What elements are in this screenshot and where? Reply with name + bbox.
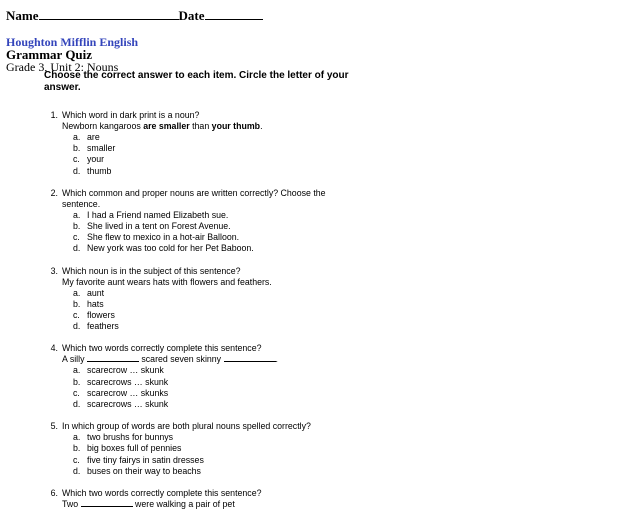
option-text: New york was too cold for her Pet Baboon. — [87, 243, 254, 254]
fill-in-blank — [87, 354, 139, 362]
answer-option[interactable] — [73, 299, 360, 310]
option-text: your — [87, 154, 105, 165]
answer-options — [62, 210, 360, 255]
answer-option[interactable] — [73, 154, 360, 165]
quiz-title: Grammar Quiz — [6, 47, 93, 62]
question-text: Which two words correctly complete this sentence? — [62, 343, 262, 354]
question-sentence — [62, 499, 360, 510]
answer-option[interactable] — [73, 210, 360, 221]
option-letter: b. — [73, 443, 81, 454]
question-list — [40, 110, 360, 521]
question-3 — [40, 266, 360, 333]
sentence-part: than — [189, 121, 212, 131]
answer-option[interactable] — [73, 455, 360, 466]
question-number: 4. — [50, 343, 58, 354]
option-text: I had a Friend named Elizabeth sue. — [87, 209, 229, 220]
worksheet-header — [6, 8, 263, 74]
answer-option[interactable] — [73, 443, 360, 454]
answer-option[interactable] — [73, 321, 360, 332]
name-blank[interactable] — [39, 9, 179, 20]
sentence-part: Two — [62, 499, 81, 510]
option-text: flowers — [87, 310, 115, 321]
question-number: 5. — [50, 421, 58, 432]
sentence-bold-part: your thumb — [211, 121, 261, 131]
option-letter: d. — [73, 165, 81, 176]
answer-option[interactable] — [73, 143, 360, 154]
option-letter: a. — [73, 132, 81, 142]
answer-options — [62, 132, 360, 177]
option-text: five tiny fairys in satin dresses — [87, 454, 204, 465]
grade-unit: Grade 3, Unit 2: Nouns — [6, 60, 119, 74]
date-label: Date — [178, 8, 205, 23]
option-letter: b. — [73, 221, 81, 232]
answer-options — [62, 432, 360, 477]
option-text: scarecrows … skunk — [87, 376, 169, 387]
option-text: big boxes full of pennies — [87, 443, 182, 454]
answer-option[interactable] — [73, 399, 360, 410]
question-6 — [40, 488, 360, 510]
question-text: Which common and proper nouns are written correctly? Choose the sentence. — [62, 187, 326, 209]
question-text: Which two words correctly complete this sentence? — [62, 488, 262, 499]
option-text: feathers — [87, 321, 119, 332]
option-text: thumb — [87, 165, 112, 176]
answer-options — [62, 288, 360, 333]
name-date-line — [6, 8, 263, 24]
question-2 — [40, 188, 360, 255]
publisher-title: Houghton Mifflin English — [6, 35, 139, 49]
option-letter: c. — [73, 232, 80, 243]
option-letter: d. — [73, 321, 81, 332]
option-letter: b. — [73, 143, 81, 154]
name-label: Name — [6, 8, 39, 23]
answer-option[interactable] — [73, 132, 360, 143]
fill-in-blank — [81, 499, 133, 507]
answer-option[interactable] — [73, 288, 360, 299]
sentence-part: Newborn kangaroos — [62, 121, 144, 131]
question-1 — [40, 110, 360, 177]
option-letter: b. — [73, 298, 81, 309]
answer-option[interactable] — [73, 243, 360, 254]
date-blank[interactable] — [205, 9, 263, 20]
answer-option[interactable] — [73, 232, 360, 243]
option-letter: a. — [73, 365, 81, 376]
question-5 — [40, 421, 360, 477]
question-number: 3. — [50, 265, 58, 276]
option-letter: c. — [73, 154, 80, 165]
answer-option[interactable] — [73, 388, 360, 399]
option-text: scarecrow … skunk — [87, 365, 164, 376]
answer-option[interactable] — [73, 310, 360, 321]
option-letter: d. — [73, 399, 81, 410]
answer-options — [62, 365, 360, 410]
option-letter: a. — [73, 209, 81, 220]
option-text: scarecrow … skunks — [87, 387, 169, 398]
option-text: buses on their way to beachs — [87, 465, 201, 476]
option-text: She flew to mexico in a hot-air Balloon. — [87, 232, 240, 243]
option-text: are — [87, 132, 100, 142]
instructions: Choose the correct answer to each item. Circle the letter of your answer. — [44, 70, 349, 93]
option-letter: a. — [73, 287, 81, 298]
option-text: hats — [87, 298, 104, 309]
sentence-part: . — [275, 354, 278, 365]
answer-option[interactable] — [73, 466, 360, 477]
option-letter: d. — [73, 465, 81, 476]
question-text: In which group of words are both plural nouns spelled correctly? — [62, 421, 311, 432]
option-letter: a. — [73, 432, 81, 443]
question-4 — [40, 343, 360, 410]
option-letter: d. — [73, 243, 81, 254]
sentence-part: . — [260, 121, 263, 131]
option-letter: c. — [73, 454, 80, 465]
option-letter: b. — [73, 376, 81, 387]
answer-option[interactable] — [73, 377, 360, 388]
sentence-part: were walking a pair of pet — [132, 499, 235, 510]
sentence-part: A silly — [62, 354, 87, 365]
option-letter: c. — [73, 310, 80, 321]
option-text: smaller — [87, 143, 116, 154]
question-sentence: My favorite aunt wears hats with flowers and feathers. — [62, 276, 272, 287]
sentence-bold-part: are smaller — [143, 121, 190, 131]
sentence-part: scared seven skinny — [138, 354, 224, 365]
option-text: scarecrows … skunk — [87, 399, 169, 410]
fill-in-blank — [224, 354, 278, 365]
answer-option[interactable] — [73, 432, 360, 443]
answer-option[interactable] — [73, 365, 360, 376]
question-number: 1. — [50, 110, 58, 120]
option-text: two brushs for bunnys — [87, 432, 174, 443]
option-letter: c. — [73, 387, 80, 398]
question-sentence — [62, 354, 360, 365]
option-text: She lived in a tent on Forest Avenue. — [87, 221, 231, 232]
question-number: 2. — [50, 187, 58, 198]
question-number: 6. — [50, 488, 58, 499]
question-text: Which noun is in the subject of this sentence? — [62, 265, 241, 276]
question-sentence — [62, 121, 360, 132]
answer-option[interactable] — [73, 221, 360, 232]
question-text: Which word in dark print is a noun? — [62, 110, 200, 120]
option-text: aunt — [87, 287, 105, 298]
answer-option[interactable] — [73, 166, 360, 177]
